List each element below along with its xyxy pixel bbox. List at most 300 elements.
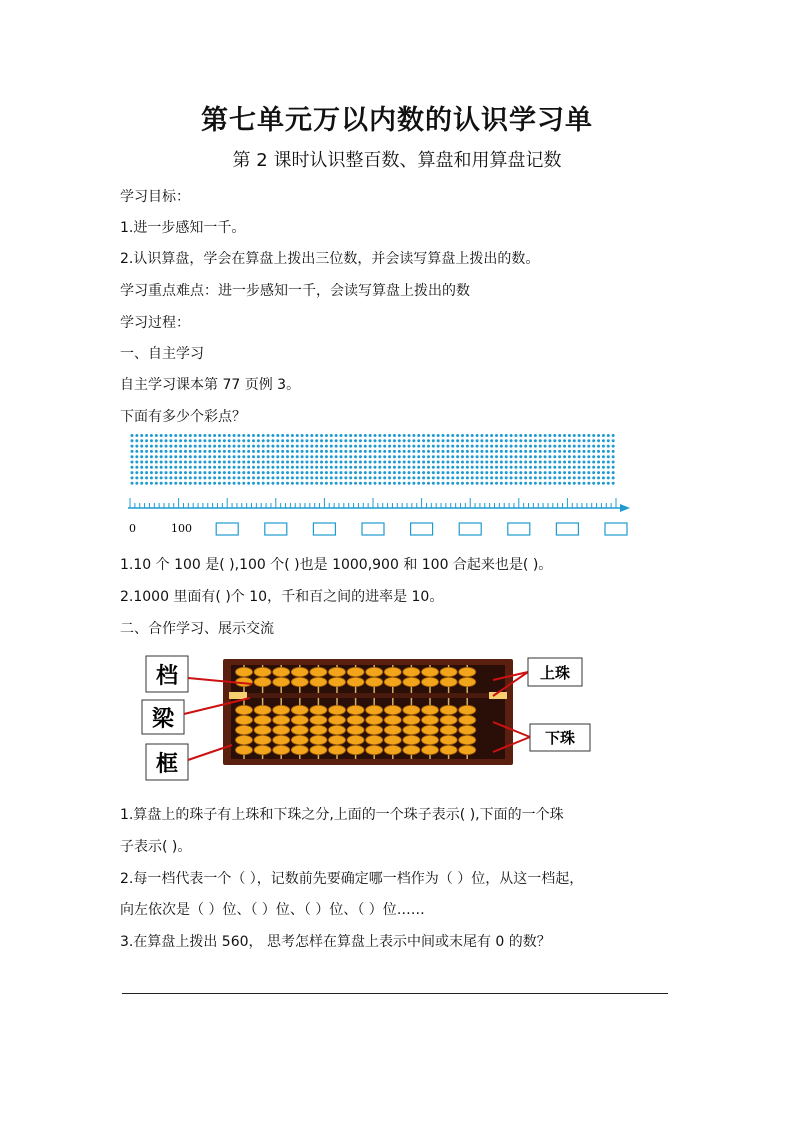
dot bbox=[369, 461, 372, 464]
dot bbox=[592, 482, 595, 485]
dot bbox=[539, 434, 542, 437]
dot bbox=[466, 445, 469, 448]
dot bbox=[553, 466, 556, 469]
dot bbox=[612, 455, 615, 458]
dot bbox=[490, 482, 493, 485]
dot bbox=[339, 445, 342, 448]
upper-bead bbox=[384, 677, 401, 686]
dot bbox=[140, 434, 143, 437]
dot bbox=[471, 461, 474, 464]
ruler-answer-box bbox=[605, 523, 627, 535]
dot bbox=[393, 455, 396, 458]
dot bbox=[369, 471, 372, 474]
dot bbox=[296, 434, 299, 437]
dot bbox=[476, 445, 479, 448]
dot bbox=[398, 450, 401, 453]
dot bbox=[140, 455, 143, 458]
upper-bead bbox=[347, 677, 364, 686]
upper-bead bbox=[459, 667, 476, 676]
dot bbox=[252, 455, 255, 458]
dot bbox=[369, 455, 372, 458]
dot bbox=[403, 455, 406, 458]
dot bbox=[155, 455, 158, 458]
dot bbox=[398, 476, 401, 479]
process-label: 学习过程： bbox=[120, 315, 190, 331]
dot bbox=[330, 450, 333, 453]
dot bbox=[587, 439, 590, 442]
dot bbox=[160, 466, 163, 469]
dot bbox=[510, 482, 513, 485]
dot bbox=[315, 450, 318, 453]
dot bbox=[213, 450, 216, 453]
dot bbox=[568, 445, 571, 448]
dot bbox=[296, 450, 299, 453]
dot bbox=[514, 439, 517, 442]
upper-bead bbox=[366, 677, 383, 686]
dot bbox=[461, 439, 464, 442]
dot bbox=[383, 455, 386, 458]
dot bbox=[602, 461, 605, 464]
ruler-answer-box bbox=[556, 523, 578, 535]
dot bbox=[354, 434, 357, 437]
lower-bead bbox=[459, 715, 476, 724]
dot bbox=[262, 471, 265, 474]
dot bbox=[281, 455, 284, 458]
dot bbox=[592, 466, 595, 469]
dot bbox=[480, 482, 483, 485]
dot bbox=[305, 455, 308, 458]
dot bbox=[524, 455, 527, 458]
dot bbox=[203, 466, 206, 469]
dot bbox=[160, 476, 163, 479]
dot bbox=[325, 450, 328, 453]
dot bbox=[427, 471, 430, 474]
dot bbox=[597, 445, 600, 448]
dot bbox=[388, 482, 391, 485]
dot bbox=[602, 455, 605, 458]
lower-bead bbox=[403, 705, 420, 714]
lower-bead bbox=[403, 715, 420, 724]
dot bbox=[325, 476, 328, 479]
dot bbox=[582, 471, 585, 474]
dot bbox=[228, 450, 231, 453]
dot bbox=[184, 466, 187, 469]
dot bbox=[262, 466, 265, 469]
dot bbox=[315, 466, 318, 469]
dot bbox=[437, 445, 440, 448]
dot bbox=[155, 450, 158, 453]
dot bbox=[155, 461, 158, 464]
lower-bead bbox=[291, 705, 308, 714]
dot bbox=[437, 466, 440, 469]
dot bbox=[228, 445, 231, 448]
dot bbox=[286, 439, 289, 442]
lower-bead bbox=[254, 705, 271, 714]
dot bbox=[422, 445, 425, 448]
dot bbox=[184, 450, 187, 453]
dot bbox=[165, 434, 168, 437]
dot bbox=[374, 476, 377, 479]
dot bbox=[330, 466, 333, 469]
dot bbox=[573, 482, 576, 485]
lower-bead bbox=[291, 715, 308, 724]
dot bbox=[271, 476, 274, 479]
upper-bead bbox=[422, 677, 439, 686]
dot bbox=[529, 434, 532, 437]
dot bbox=[354, 471, 357, 474]
dot bbox=[189, 482, 192, 485]
dot bbox=[587, 434, 590, 437]
dot bbox=[135, 476, 138, 479]
dot bbox=[213, 455, 216, 458]
dot bbox=[607, 455, 610, 458]
dot bbox=[393, 450, 396, 453]
dot bbox=[165, 461, 168, 464]
dot bbox=[612, 461, 615, 464]
dot bbox=[471, 476, 474, 479]
dot bbox=[145, 482, 148, 485]
dot bbox=[417, 450, 420, 453]
dot bbox=[476, 471, 479, 474]
dot bbox=[184, 482, 187, 485]
dot bbox=[281, 450, 284, 453]
dot bbox=[548, 476, 551, 479]
dot bbox=[233, 455, 236, 458]
dot bbox=[510, 471, 513, 474]
dot bbox=[349, 439, 352, 442]
dot bbox=[466, 466, 469, 469]
dot bbox=[165, 482, 168, 485]
dot bbox=[189, 439, 192, 442]
dot bbox=[398, 482, 401, 485]
dot bbox=[510, 445, 513, 448]
dot bbox=[422, 476, 425, 479]
lower-bead bbox=[310, 725, 327, 734]
dot bbox=[199, 461, 202, 464]
dot bbox=[305, 476, 308, 479]
ruler-answer-box bbox=[508, 523, 530, 535]
dot bbox=[330, 434, 333, 437]
dot bbox=[495, 466, 498, 469]
dot bbox=[446, 482, 449, 485]
dot bbox=[281, 476, 284, 479]
dot bbox=[558, 466, 561, 469]
ruler-ticks bbox=[130, 498, 616, 508]
upper-bead bbox=[440, 667, 457, 676]
dot bbox=[398, 455, 401, 458]
dot bbox=[480, 455, 483, 458]
dot bbox=[315, 445, 318, 448]
dot bbox=[315, 455, 318, 458]
dot bbox=[573, 434, 576, 437]
dot bbox=[568, 439, 571, 442]
dot bbox=[539, 471, 542, 474]
dot bbox=[184, 461, 187, 464]
upper-bead bbox=[347, 667, 364, 676]
dot bbox=[485, 434, 488, 437]
dot bbox=[135, 461, 138, 464]
dot bbox=[495, 461, 498, 464]
dot bbox=[169, 439, 172, 442]
dot bbox=[374, 461, 377, 464]
dot bbox=[393, 439, 396, 442]
lower-bead bbox=[291, 745, 308, 754]
dot bbox=[427, 445, 430, 448]
dot bbox=[213, 434, 216, 437]
lower-bead bbox=[384, 735, 401, 744]
dot bbox=[587, 466, 590, 469]
dot bbox=[485, 482, 488, 485]
lower-bead bbox=[440, 725, 457, 734]
dot bbox=[524, 482, 527, 485]
dot bbox=[344, 461, 347, 464]
dot bbox=[505, 455, 508, 458]
dot bbox=[223, 476, 226, 479]
dot bbox=[247, 450, 250, 453]
dot bbox=[602, 466, 605, 469]
dot bbox=[296, 476, 299, 479]
dot bbox=[383, 461, 386, 464]
dot bbox=[539, 476, 542, 479]
dot bbox=[359, 476, 362, 479]
dot bbox=[553, 450, 556, 453]
dot bbox=[140, 471, 143, 474]
dot bbox=[344, 450, 347, 453]
lower-bead bbox=[366, 705, 383, 714]
dot bbox=[612, 466, 615, 469]
dot bbox=[485, 455, 488, 458]
dot bbox=[563, 445, 566, 448]
abacus-question-2-line-1: 2.每一档代表一个（ ），记数前先要确定哪一档作为（ ）位，从这一档起， bbox=[120, 871, 584, 887]
dot bbox=[257, 450, 260, 453]
dot bbox=[476, 434, 479, 437]
dot bbox=[461, 455, 464, 458]
dot bbox=[160, 461, 163, 464]
dot bbox=[150, 471, 153, 474]
dot bbox=[203, 439, 206, 442]
dot bbox=[228, 455, 231, 458]
dot bbox=[544, 482, 547, 485]
dot bbox=[271, 461, 274, 464]
dot bbox=[568, 482, 571, 485]
dot bbox=[408, 434, 411, 437]
dot bbox=[203, 434, 206, 437]
dot bbox=[539, 466, 542, 469]
dot bbox=[218, 476, 221, 479]
dot bbox=[208, 450, 211, 453]
dot bbox=[485, 439, 488, 442]
dot bbox=[374, 471, 377, 474]
dot bbox=[417, 439, 420, 442]
dot bbox=[135, 445, 138, 448]
dot bbox=[310, 471, 313, 474]
dot bbox=[179, 482, 182, 485]
key-points: 学习重点难点：进一步感知一千，会读写算盘上拨出的数 bbox=[120, 283, 470, 299]
lower-bead bbox=[310, 705, 327, 714]
dot bbox=[529, 482, 532, 485]
dot bbox=[451, 445, 454, 448]
dot bbox=[383, 482, 386, 485]
dot bbox=[582, 450, 585, 453]
dot bbox=[145, 466, 148, 469]
dot bbox=[466, 471, 469, 474]
dot bbox=[558, 471, 561, 474]
dot bbox=[257, 482, 260, 485]
dot bbox=[310, 434, 313, 437]
dot bbox=[369, 439, 372, 442]
dot bbox=[145, 461, 148, 464]
dot bbox=[301, 439, 304, 442]
dot bbox=[237, 455, 240, 458]
dot bbox=[471, 434, 474, 437]
upper-bead bbox=[440, 677, 457, 686]
dot bbox=[325, 434, 328, 437]
dot bbox=[539, 450, 542, 453]
dot bbox=[378, 466, 381, 469]
dot bbox=[534, 466, 537, 469]
upper-bead bbox=[366, 667, 383, 676]
dot bbox=[223, 482, 226, 485]
dot bbox=[320, 471, 323, 474]
dot bbox=[155, 482, 158, 485]
dot bbox=[135, 450, 138, 453]
lower-bead bbox=[459, 745, 476, 754]
dot bbox=[578, 471, 581, 474]
dot bbox=[466, 439, 469, 442]
dot bbox=[237, 471, 240, 474]
dot bbox=[262, 434, 265, 437]
dot bbox=[169, 450, 172, 453]
dot bbox=[155, 466, 158, 469]
dot bbox=[364, 471, 367, 474]
dot bbox=[587, 471, 590, 474]
dot bbox=[218, 439, 221, 442]
dot bbox=[437, 434, 440, 437]
dot bbox=[140, 466, 143, 469]
dot bbox=[374, 445, 377, 448]
dot bbox=[155, 476, 158, 479]
dot bbox=[612, 439, 615, 442]
dot bbox=[529, 455, 532, 458]
dot bbox=[578, 482, 581, 485]
dot bbox=[592, 450, 595, 453]
dot bbox=[388, 450, 391, 453]
dot bbox=[607, 450, 610, 453]
dot bbox=[252, 434, 255, 437]
dot bbox=[471, 455, 474, 458]
dot bbox=[305, 461, 308, 464]
dot bbox=[378, 471, 381, 474]
dot bbox=[301, 471, 304, 474]
dots-question: 下面有多少个彩点？ bbox=[120, 409, 246, 425]
dot bbox=[592, 461, 595, 464]
dot bbox=[432, 482, 435, 485]
dot bbox=[184, 455, 187, 458]
dot bbox=[466, 461, 469, 464]
lower-bead bbox=[273, 725, 290, 734]
dot bbox=[524, 461, 527, 464]
dot bbox=[403, 482, 406, 485]
dot bbox=[578, 461, 581, 464]
dot bbox=[558, 482, 561, 485]
dot bbox=[432, 471, 435, 474]
dot bbox=[305, 439, 308, 442]
dot bbox=[534, 434, 537, 437]
dot bbox=[335, 476, 338, 479]
dot bbox=[510, 450, 513, 453]
dot bbox=[558, 439, 561, 442]
dot bbox=[466, 455, 469, 458]
dot bbox=[461, 476, 464, 479]
dot bbox=[271, 455, 274, 458]
dot bbox=[378, 455, 381, 458]
dot bbox=[553, 482, 556, 485]
dot bbox=[500, 476, 503, 479]
dot bbox=[403, 450, 406, 453]
dot bbox=[233, 450, 236, 453]
dot bbox=[296, 439, 299, 442]
dot bbox=[247, 445, 250, 448]
dot bbox=[582, 466, 585, 469]
dot bbox=[597, 455, 600, 458]
dot bbox=[131, 461, 134, 464]
dot bbox=[437, 482, 440, 485]
dot bbox=[364, 466, 367, 469]
dot bbox=[194, 434, 197, 437]
dot bbox=[242, 471, 245, 474]
lower-bead bbox=[273, 745, 290, 754]
dot bbox=[388, 466, 391, 469]
dot bbox=[271, 450, 274, 453]
dot bbox=[189, 434, 192, 437]
dot bbox=[296, 461, 299, 464]
dot bbox=[305, 445, 308, 448]
dot bbox=[233, 445, 236, 448]
dot bbox=[383, 439, 386, 442]
dot bbox=[412, 455, 415, 458]
dot bbox=[203, 471, 206, 474]
dot bbox=[271, 434, 274, 437]
dot bbox=[262, 455, 265, 458]
dot bbox=[417, 455, 420, 458]
dot bbox=[471, 439, 474, 442]
dot bbox=[495, 434, 498, 437]
dot bbox=[189, 471, 192, 474]
upper-bead bbox=[310, 677, 327, 686]
dot bbox=[267, 471, 270, 474]
dot bbox=[602, 476, 605, 479]
dot bbox=[456, 445, 459, 448]
dot bbox=[145, 445, 148, 448]
lower-bead bbox=[291, 725, 308, 734]
dot bbox=[587, 455, 590, 458]
dot bbox=[339, 439, 342, 442]
dot bbox=[184, 439, 187, 442]
dot bbox=[135, 466, 138, 469]
dot bbox=[276, 482, 279, 485]
lower-bead bbox=[310, 735, 327, 744]
dot bbox=[344, 466, 347, 469]
dot bbox=[359, 445, 362, 448]
lower-bead bbox=[440, 735, 457, 744]
dot bbox=[408, 482, 411, 485]
lower-bead bbox=[403, 735, 420, 744]
dot bbox=[383, 434, 386, 437]
dot bbox=[364, 461, 367, 464]
objectives-label: 学习目标： bbox=[120, 189, 190, 205]
lower-bead bbox=[440, 705, 457, 714]
dot bbox=[150, 434, 153, 437]
